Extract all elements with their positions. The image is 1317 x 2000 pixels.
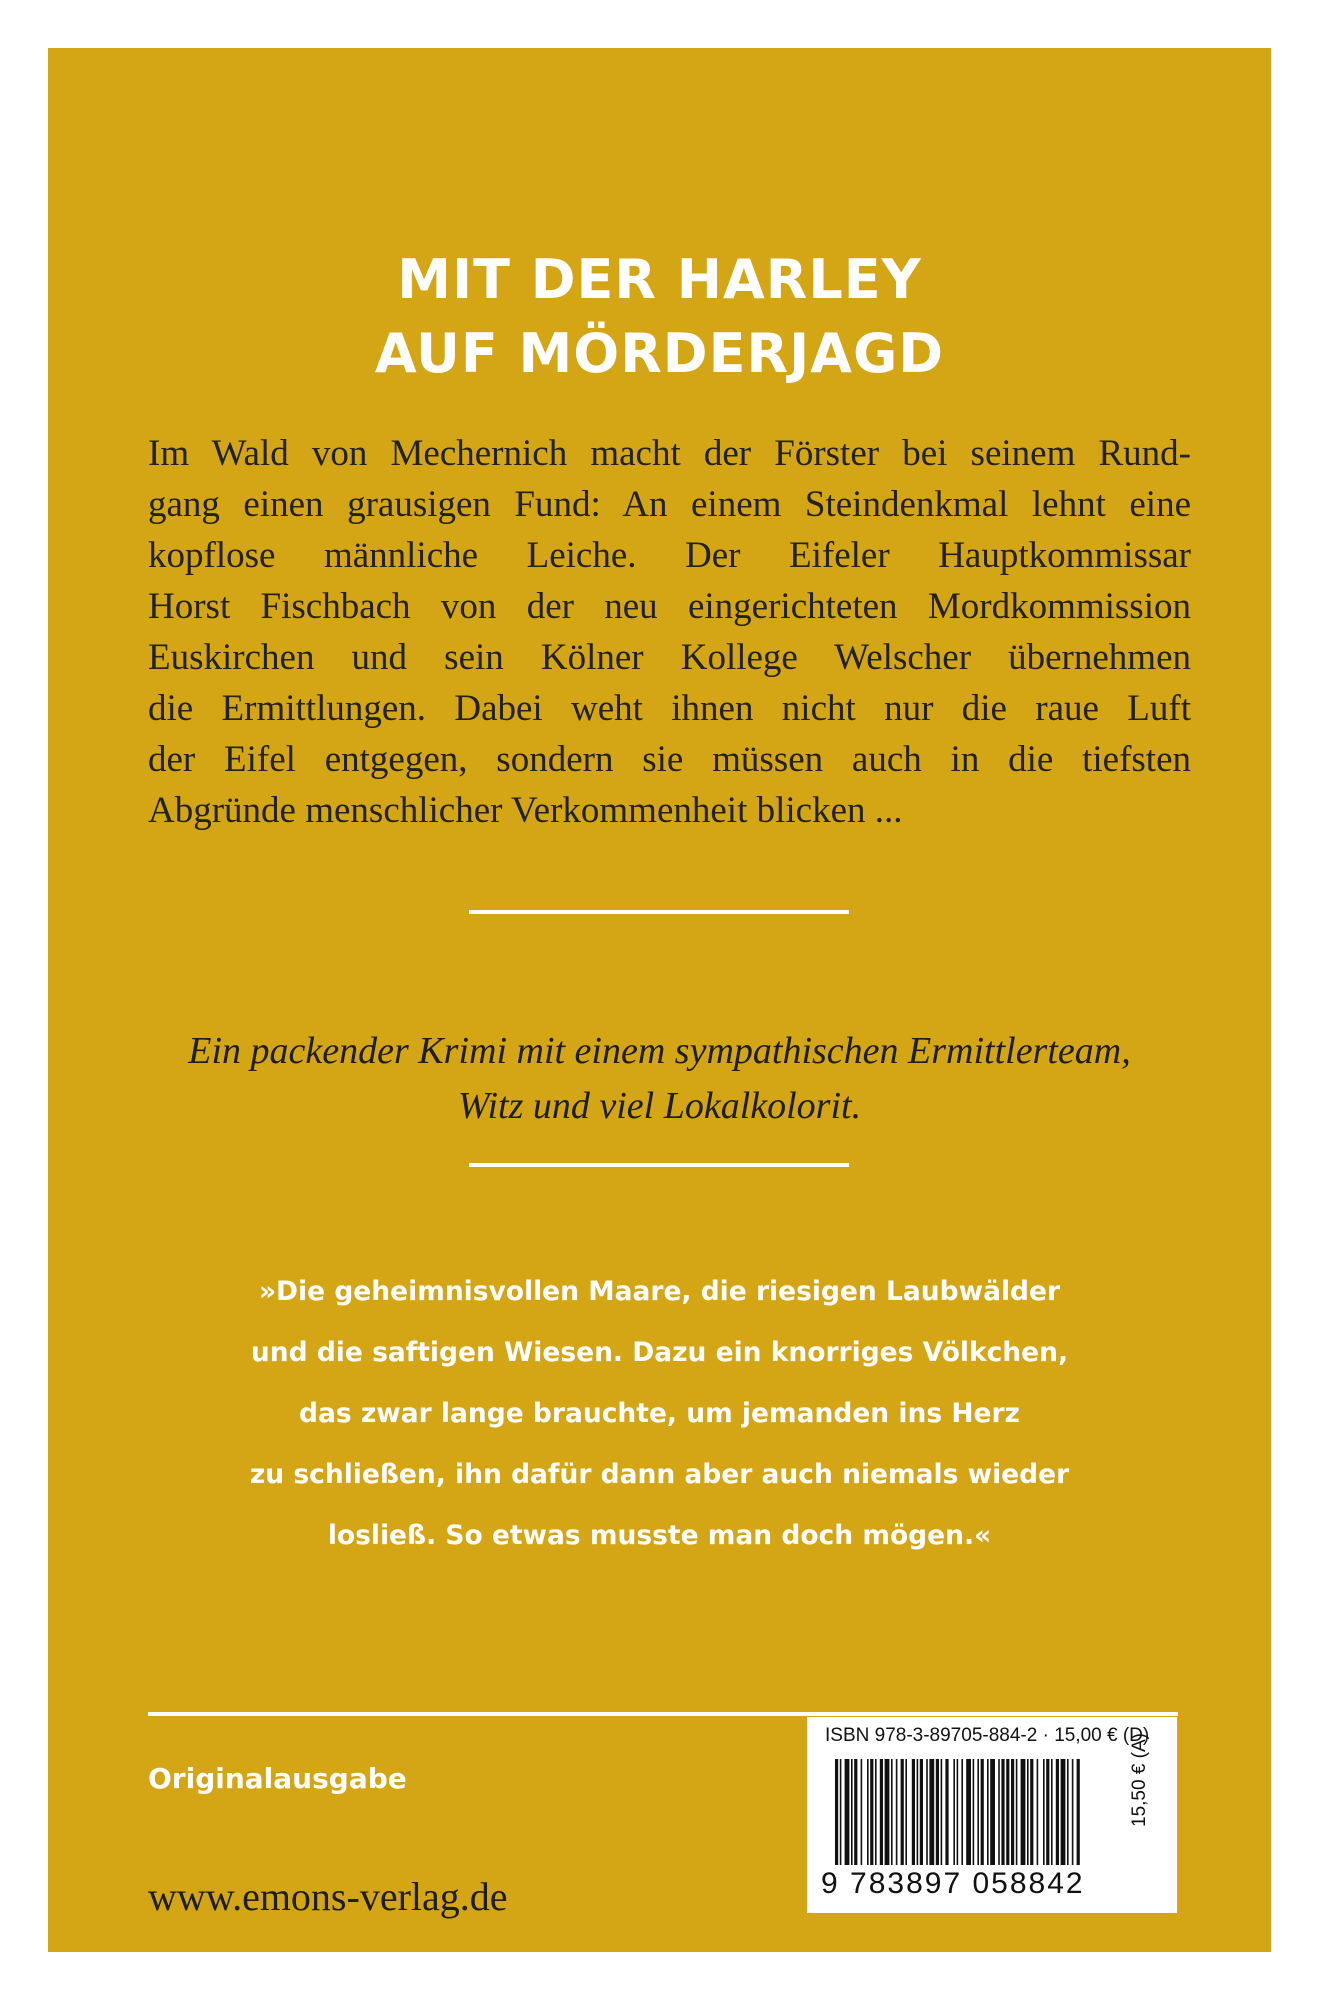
barcode-bar [1046, 1759, 1049, 1865]
barcode-bar [1021, 1759, 1026, 1865]
tagline [48, 1024, 1271, 1134]
barcode-bar [929, 1759, 934, 1865]
barcode-bar [891, 1759, 893, 1865]
barcode-bar [998, 1759, 1000, 1865]
quote-line: »Die geheimnisvollen Maare, die riesigen Laubwälder [258, 1276, 1061, 1307]
barcode-bar [1037, 1759, 1039, 1865]
barcode-bar [880, 1759, 883, 1865]
barcode-bar [867, 1759, 869, 1865]
barcode-bar [953, 1759, 955, 1865]
barcode-bar [905, 1759, 907, 1865]
austria-price: 15,50 € (A) [1129, 1733, 1150, 1827]
tagline-line-2: Witz und viel Lokalkolorit. [457, 1085, 862, 1127]
quote-line: zu schließen, ihn dafür dann aber auch niemals wieder [249, 1459, 1070, 1490]
divider-rule-bottom [469, 1163, 849, 1167]
blurb-line: Im Wald von Mechernich macht der Förster bei seinem Rund- [148, 433, 1191, 474]
barcode-bar [941, 1759, 943, 1865]
blurb-line: Euskirchen und sein Kölner Kollege Welscher übernehmen [148, 637, 1191, 678]
barcode-bar [845, 1759, 850, 1865]
tagline-line-1: Ein packender Krimi mit einem sympathischen Ermittlerteam, [188, 1030, 1131, 1072]
quote-line: und die saftigen Wiesen. Dazu ein knorriges Völkchen, [250, 1337, 1069, 1368]
barcode-bar [936, 1759, 939, 1865]
blurb-line: gang einen grausigen Fund: An einem Steindenkmal lehnt eine [148, 484, 1191, 525]
divider-rule-top [469, 910, 849, 914]
headline-line-2: AUF MÖRDERJAGD [374, 322, 945, 385]
barcode-bars [835, 1759, 1085, 1867]
isbn-barcode-box [807, 1717, 1177, 1913]
barcode-bar [1030, 1759, 1033, 1865]
barcode-bar [1001, 1759, 1004, 1865]
blurb-line: Horst Fischbach von der neu eingerichteten Mordkommission [148, 586, 1191, 627]
barcode-bar [1011, 1759, 1014, 1865]
publisher-website[interactable]: www.emons-verlag.de [148, 1874, 508, 1919]
quote-text [48, 1261, 1271, 1566]
isbn-price-line: ISBN 978-3-89705-884-2 · 15,00 € (D) [825, 1725, 1150, 1746]
barcode-bar [987, 1759, 989, 1865]
barcode-bar [835, 1759, 838, 1865]
barcode-bar [981, 1759, 984, 1865]
barcode-bar [912, 1759, 915, 1865]
barcode-bar [875, 1759, 877, 1865]
barcode-bar [851, 1759, 853, 1865]
barcode-bar [990, 1759, 995, 1865]
barcode-bar [920, 1759, 923, 1865]
barcode-bar [1051, 1759, 1053, 1865]
headline [48, 243, 1271, 391]
blurb-line: der Eifel entgegen, sondern sie müssen auch in die tiefsten [148, 739, 1191, 780]
barcode-bar [973, 1759, 975, 1865]
barcode-bar [896, 1759, 898, 1865]
barcode-bar [870, 1759, 873, 1865]
blurb-text [148, 428, 1191, 836]
barcode-bar [901, 1759, 904, 1865]
footer-rule [148, 1712, 1178, 1716]
barcode-bar [1016, 1759, 1018, 1865]
barcode-bar [1072, 1759, 1074, 1865]
barcode-bar [977, 1759, 979, 1865]
quote-line: losließ. So etwas musste man doch mögen.« [327, 1520, 992, 1551]
barcode-bar [885, 1759, 890, 1865]
edition-label: Originalausgabe [148, 1762, 407, 1795]
barcode-bar [1006, 1759, 1009, 1865]
barcode-bar [945, 1759, 948, 1865]
barcode-bar [1027, 1759, 1029, 1865]
book-back-cover [48, 48, 1271, 1952]
barcode-digits: 9 783897 058842 [821, 1867, 1085, 1900]
barcode-bar [957, 1759, 959, 1865]
barcode-bar [854, 1759, 857, 1865]
blurb-line: Abgründe menschlicher Verkommenheit blicken ... [148, 790, 903, 831]
barcode-bar [966, 1759, 971, 1865]
headline-line-1: MIT DER HARLEY [397, 248, 922, 311]
barcode-bar [1061, 1759, 1066, 1865]
barcode-bar [926, 1759, 928, 1865]
barcode-bar [861, 1759, 863, 1865]
barcode-bar [917, 1759, 919, 1865]
blurb-line: die Ermittlungen. Dabei weht ihnen nicht nur die raue Luft [148, 688, 1191, 729]
quote-line: das zwar lange brauchte, um jemanden ins Herz [299, 1398, 1020, 1429]
barcode-bar [961, 1759, 963, 1865]
barcode-bar [840, 1759, 842, 1865]
barcode-bar [1056, 1759, 1059, 1865]
blurb-line: kopflose männliche Leiche. Der Eifeler Hauptkommissar [148, 535, 1191, 576]
barcode-bar [1067, 1759, 1069, 1865]
barcode-bar [1077, 1759, 1080, 1865]
barcode-bar [1043, 1759, 1045, 1865]
